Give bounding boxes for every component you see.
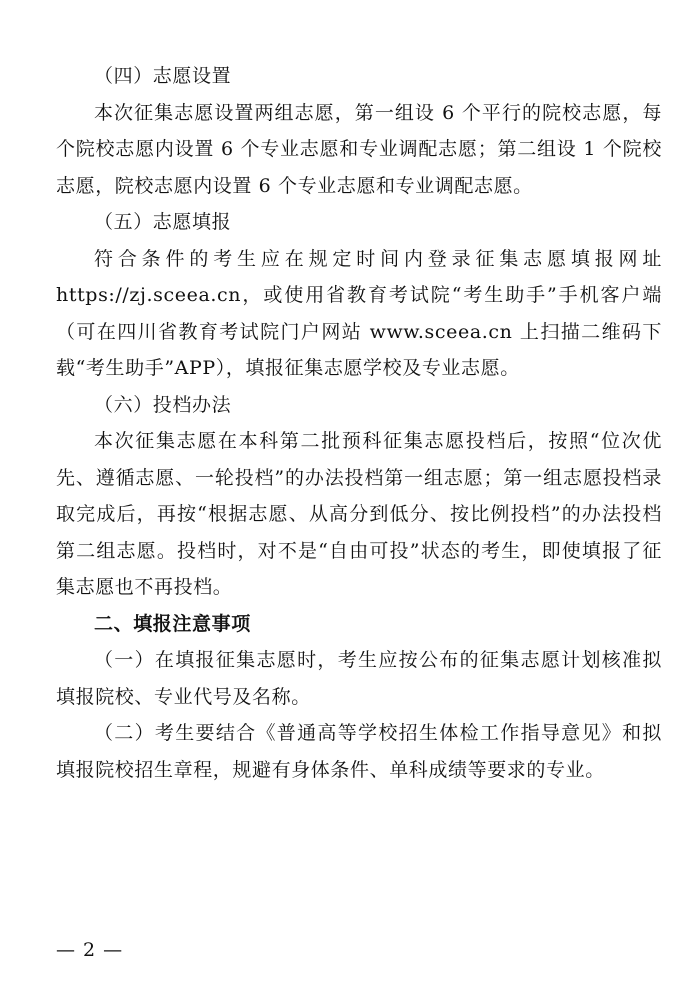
part-2-item-1: （一）在填报征集志愿时，考生应按公布的征集志愿计划核准拟填报院校、专业代号及名称。 <box>56 649 662 708</box>
document-page <box>56 58 662 788</box>
part-2-heading: 二、填报注意事项 <box>94 612 251 635</box>
section-6-heading: （六）投档办法 <box>94 393 232 416</box>
section-5-heading: （五）志愿填报 <box>94 211 232 233</box>
section-5-body: 符合条件的考生应在规定时间内登录征集志愿填报网址 https://zj.sceea.cn，或使用省教育考试院“考生助手”手机客户端（可在四川省教育考试院门户网站 www.sceea.cn 上扫描二维码下载“考生助手”APP），填报征集志愿学校及专业志愿。 <box>56 247 662 379</box>
page-number: — 2 — <box>56 939 124 961</box>
section-4-body: 本次征集志愿设置两组志愿，第一组设 6 个平行的院校志愿，每个院校志愿内设置 6 个专业志愿和专业调配志愿；第二组设 1 个院校志愿，院校志愿内设置 6 个专业志愿和专业调配志愿。 <box>56 101 662 197</box>
part-2-item-2: （二）考生要结合《普通高等学校招生体检工作指导意见》和拟填报院校招生章程，规避有身体条件、单科成绩等要求的专业。 <box>56 722 662 781</box>
section-6-body: 本次征集志愿在本科第二批预科征集志愿投档后，按照“位次优先、遵循志愿、一轮投档”的办法投档第一组志愿；第一组志愿投档录取完成后，再按“根据志愿、从高分到低分、按比例投档”的办法投档第二组志愿。投档时，对不是“自由可投”状态的考生，即使填报了征集志愿也不再投档。 <box>56 430 662 598</box>
section-4-heading: （四）志愿设置 <box>94 65 232 87</box>
